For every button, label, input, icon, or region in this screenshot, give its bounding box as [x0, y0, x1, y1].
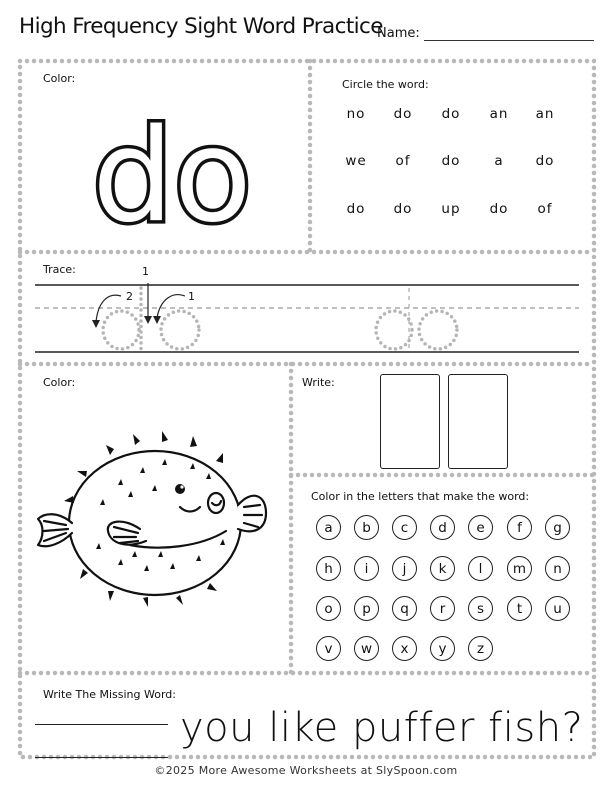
circle-word-item[interactable]: of: [395, 153, 411, 169]
stroke-number: 2: [126, 290, 133, 303]
letter-bubble[interactable]: m: [507, 556, 532, 581]
write-box[interactable]: [380, 374, 440, 469]
circle-word-item[interactable]: a: [494, 153, 504, 169]
circle-word-item[interactable]: up: [441, 201, 461, 217]
footer-credit: ©2025 More Awesome Worksheets at SlySpoon.com: [154, 764, 458, 777]
circle-word-item[interactable]: do: [441, 153, 461, 169]
letter-bubble[interactable]: d: [430, 515, 455, 540]
missing-word-label: Write The Missing Word:: [43, 688, 176, 701]
letter-bubble[interactable]: w: [354, 636, 379, 661]
letter-bubble[interactable]: n: [545, 556, 570, 581]
circle-word-item[interactable]: we: [345, 153, 367, 169]
letter-bubble[interactable]: v: [316, 636, 341, 661]
stroke-number: 1: [142, 265, 149, 278]
circle-word-item[interactable]: do: [393, 106, 413, 122]
letter-bubble[interactable]: c: [392, 515, 417, 540]
picture-color-label: Color:: [43, 376, 76, 389]
page-title: High Frequency Sight Word Practice: [19, 14, 383, 39]
circle-word-item[interactable]: of: [537, 201, 553, 217]
circle-word-item[interactable]: do: [535, 153, 555, 169]
letter-bubble[interactable]: p: [354, 596, 379, 621]
circle-word-item[interactable]: an: [489, 106, 509, 122]
circle-word-item[interactable]: do: [489, 201, 509, 217]
letter-bubble[interactable]: a: [316, 515, 341, 540]
circle-word-item[interactable]: do: [393, 201, 413, 217]
letter-bubble[interactable]: o: [316, 596, 341, 621]
missing-word-answer-line[interactable]: [35, 757, 168, 758]
letter-bubble[interactable]: u: [545, 596, 570, 621]
write-box[interactable]: [448, 374, 508, 469]
trace-label: Trace:: [43, 263, 76, 276]
name-label: Name:: [377, 26, 420, 41]
write-label: Write:: [302, 376, 335, 389]
letters-label: Color in the letters that make the word:: [311, 490, 530, 503]
letter-bubble[interactable]: e: [468, 515, 493, 540]
letter-bubble[interactable]: q: [392, 596, 417, 621]
letter-bubble[interactable]: i: [354, 556, 379, 581]
sentence-text: you like puffer fish?: [180, 705, 584, 751]
color-label: Color:: [43, 72, 76, 85]
circle-word-item[interactable]: an: [535, 106, 555, 122]
letter-bubble[interactable]: s: [468, 596, 493, 621]
letter-bubble[interactable]: g: [545, 515, 570, 540]
letter-bubble[interactable]: l: [468, 556, 493, 581]
letter-bubble[interactable]: k: [430, 556, 455, 581]
letter-bubble[interactable]: f: [507, 515, 532, 540]
circle-word-label: Circle the word:: [342, 78, 429, 91]
letter-bubble[interactable]: r: [430, 596, 455, 621]
letter-bubble[interactable]: z: [468, 636, 493, 661]
letter-bubble[interactable]: y: [430, 636, 455, 661]
letter-bubble[interactable]: x: [392, 636, 417, 661]
circle-word-item[interactable]: no: [346, 106, 366, 122]
letter-bubble[interactable]: h: [316, 556, 341, 581]
bubble-word-text: do: [92, 102, 252, 238]
letter-bubble[interactable]: t: [507, 596, 532, 621]
missing-word-guide-line: [35, 724, 168, 725]
stroke-number: 1: [188, 290, 195, 303]
circle-word-item[interactable]: do: [346, 201, 366, 217]
letter-bubble[interactable]: b: [354, 515, 379, 540]
letter-bubble[interactable]: j: [392, 556, 417, 581]
circle-word-item[interactable]: do: [441, 106, 461, 122]
puffer-fish-icon[interactable]: [30, 425, 280, 615]
